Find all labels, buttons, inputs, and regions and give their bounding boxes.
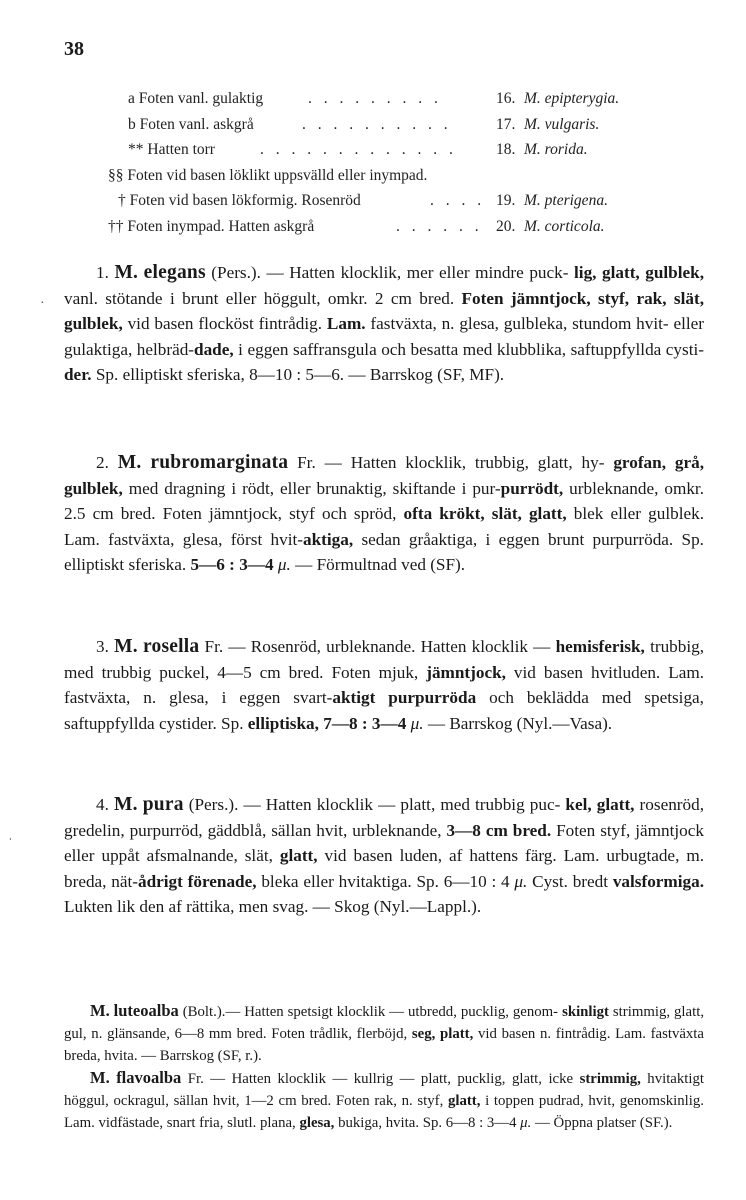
description-text: Foten styf, jämntjock eller uppåt afsmalnande, slät, [64,820,705,866]
description-text: — Rosenröd, urbleknande. Hatten klocklik — [223,637,556,656]
subform-entry [64,1067,704,1134]
leader-dots: . . . . [430,192,486,209]
description-bold: glesa, [299,1114,335,1131]
description-text: fastväxta, n. glesa, gulbleka, stundom hvit- eller gulaktiga, helbräd- [64,314,704,359]
description-text: Cyst. bredt [527,871,613,891]
species-name: elegans [143,262,206,283]
species-number: 2. [96,453,109,472]
subform-name: flavoalba [116,1068,182,1088]
description-bold: dade, [194,339,234,359]
description-bold: Foten jämntjock, [461,288,591,308]
genus-abbrev: M. [114,636,138,657]
description-text: vid basen luden, af hattens färg. Lam. urbugtade, m. breda, nät- [64,846,704,891]
species-entry [64,450,704,578]
description-bold: aktigt purpurröda [332,688,477,708]
description-bold: 3—8 cm bred. [446,820,552,840]
key-row [108,137,668,163]
description-text: vanl. stötande i brunt eller höggult, omkr. 2 cm bred. [64,288,462,308]
key-row [108,86,668,112]
description-bold: strimmig, [579,1071,641,1088]
species-name: rubromarginata [150,452,289,473]
description-bold: hemisferisk, [555,637,645,656]
description-text: sedan gråaktiga, i eggen brunt purpurröda. Sp. elliptiskt sferiska. [64,529,704,575]
description-bold: skinligt [562,1004,609,1020]
species-number: 1. [96,263,109,282]
unit-mu: μ. [410,713,424,733]
description-bold: 5—6 : 3—4 [190,555,274,575]
margin-mark: · [40,296,45,311]
key-label: † Foten vid basen lökformig. Rosenröd [118,192,361,209]
key-number: 18. [496,141,516,158]
description-text: — Hatten klocklik, mer eller mindre puck- [260,263,569,282]
description-text: bukiga, hvita. Sp. 6—8 : 3—4 [334,1114,521,1131]
unit-mu: μ. [520,1114,532,1131]
key-row [108,163,668,189]
description-bold: purrödt, [500,478,564,498]
unit-mu: μ. [277,555,291,575]
genus-abbrev: M. [117,452,142,473]
key-taxon: M. vulgaris. [524,115,600,133]
species-author: Fr. [204,637,224,656]
description-bold: styf, rak, slät, gulblek, [64,288,705,334]
key-heading: §§ Foten vid basen löklikt uppsvälld eller inympad. [108,166,428,184]
genus-abbrev: M. [113,794,138,815]
description-text: och beklädda med spetsiga, saftuppfyllda cystider. Sp. [64,688,704,733]
species-number: 3. [96,637,109,656]
leader-dots: . . . . . . . . . . [302,115,452,133]
genus-abbrev: M. [90,1068,110,1088]
key-row [108,112,668,138]
key-label: b Foten vanl. askgrå [128,115,254,133]
species-entry [64,792,704,920]
key-label: a Foten vanl. gulaktig [128,90,264,107]
description-text: Sp. elliptiskt sferiska, 8—10 : 5—6. — Barrskog (SF, MF). [91,365,505,385]
key-label: ** Hatten torr [128,141,215,158]
description-bold: der. [64,365,92,385]
description-bold: ofta krökt, slät, glatt, [403,504,567,524]
key-row [108,188,668,214]
description-bold: seg, platt, [411,1025,474,1042]
description-text: urbleknande, omkr. 2.5 cm bred. Foten jämntjock, styf och spröd, [64,478,705,524]
key-label: †† Foten inympad. Hatten askgrå [108,217,315,235]
key-number: 17. [496,115,516,133]
description-text: i eggen saffransgula och besatta med klubblika, saftuppfyllda cysti- [233,339,704,359]
page-number: 38 [64,38,84,60]
species-author: (Pers.). [211,263,261,282]
description-text: Lukten lik den af rättika, men svag. — Skog (Nyl.—Lappl.). [64,897,482,917]
description-bold: elliptiska, 7—8 : 3—4 [247,713,407,733]
description-bold: aktiga, [303,529,354,549]
species-entry [64,260,704,388]
key-number: 19. [496,192,516,209]
description-text: — Barrskog (Nyl.—Vasa). [423,713,613,733]
subform-author: Fr. [187,1071,204,1088]
description-bold: grofan, grå, gulblek, [64,453,704,498]
margin-mark: ˌ [8,826,13,841]
description-text [591,289,598,308]
key-taxon: M. rorida. [524,141,588,158]
subform-entry [64,1000,704,1067]
description-text: — Förmultnad ved (SF). [290,555,466,575]
description-text: — Öppna platser (SF.). [531,1114,673,1131]
leader-dots: . . . . . . . . . [308,90,442,107]
key-taxon: M. pterigena. [524,192,608,209]
subform-name: luteoalba [113,1001,179,1020]
species-name: rosella [143,636,200,657]
subform-author: (Bolt.). [182,1004,226,1020]
description-text: blek eller gulblek. Lam. fastväxta, glesa, först hvit- [64,504,704,549]
leader-dots: . . . . . . [396,217,483,235]
description-text: trubbig, med trubbig puckel, 4—5 cm bred. Foten mjuk, [64,637,705,682]
description-text: i toppen pudrad, hvit, genomskinlig. Lam. vidfästade, snart fria, slutl. plana, [64,1093,704,1131]
description-text: med dragning i rödt, eller brunaktig, skiftande i pur- [122,478,501,498]
leader-dots: . . . . . . . . . . . . . [260,141,457,158]
description-bold: jämntjock, [426,662,506,682]
description-text: rosenröd, gredelin, purpurröd, gäddblå, sällan hvit, urbleknande, [64,795,704,840]
identification-key [108,86,668,239]
subform-entries [64,1000,704,1135]
description-bold: kel, glatt, [565,795,635,814]
description-text: — Hatten klocklik — platt, med trubbig puc- [238,795,561,814]
species-entry [64,634,704,736]
unit-mu: μ. [514,871,528,891]
description-bold: glatt, [447,1093,481,1110]
description-text: bleka eller hvitaktiga. Sp. 6—10 : 4 [256,871,515,891]
description-text: — Hatten klocklik — kullrig — platt, pucklig, glatt, icke [203,1071,580,1088]
key-taxon: M. corticola. [524,217,605,235]
description-bold: lig, glatt, gulblek, [574,263,705,282]
species-author: (Pers.). [188,795,239,814]
description-text: vid basen flocköst fintrådig. [122,314,327,334]
key-taxon: M. epipterygia. [524,90,620,107]
description-text: vid basen n. fintrådig. Lam. fastväxta breda, hvita. — Barrskog (SF, r.). [64,1025,704,1064]
species-author: Fr. [297,453,316,472]
description-text: strimmig, glatt, gul, n. glänsande, 6—8 mm bred. Foten trådlik, flerböjd, [64,1004,705,1042]
key-number: 20. [496,217,516,235]
species-number: 4. [96,795,109,814]
description-bold: Lam. [326,314,366,334]
description-text: hvitaktigt höggul, ockragul, sällan hvit, 1—2 cm bred. Foten rak, n. styf, [64,1071,705,1110]
description-text: — Hatten spetsigt klocklik — utbredd, pucklig, genom- [225,1004,559,1020]
description-text: vid basen hvitluden. Lam. fastväxta, n. glesa, i eggen svart- [64,662,704,708]
key-number: 16. [496,90,516,107]
key-row [108,214,668,240]
description-bold: ådrigt förenade, [137,871,257,891]
species-name: pura [142,794,184,815]
description-bold: valsformiga. [612,871,705,891]
description-bold: glatt, [279,846,318,866]
description-text: — Hatten klocklik, trubbig, glatt, hy- [315,453,605,472]
genus-abbrev: M. [114,262,139,283]
genus-abbrev: M. [90,1001,110,1020]
